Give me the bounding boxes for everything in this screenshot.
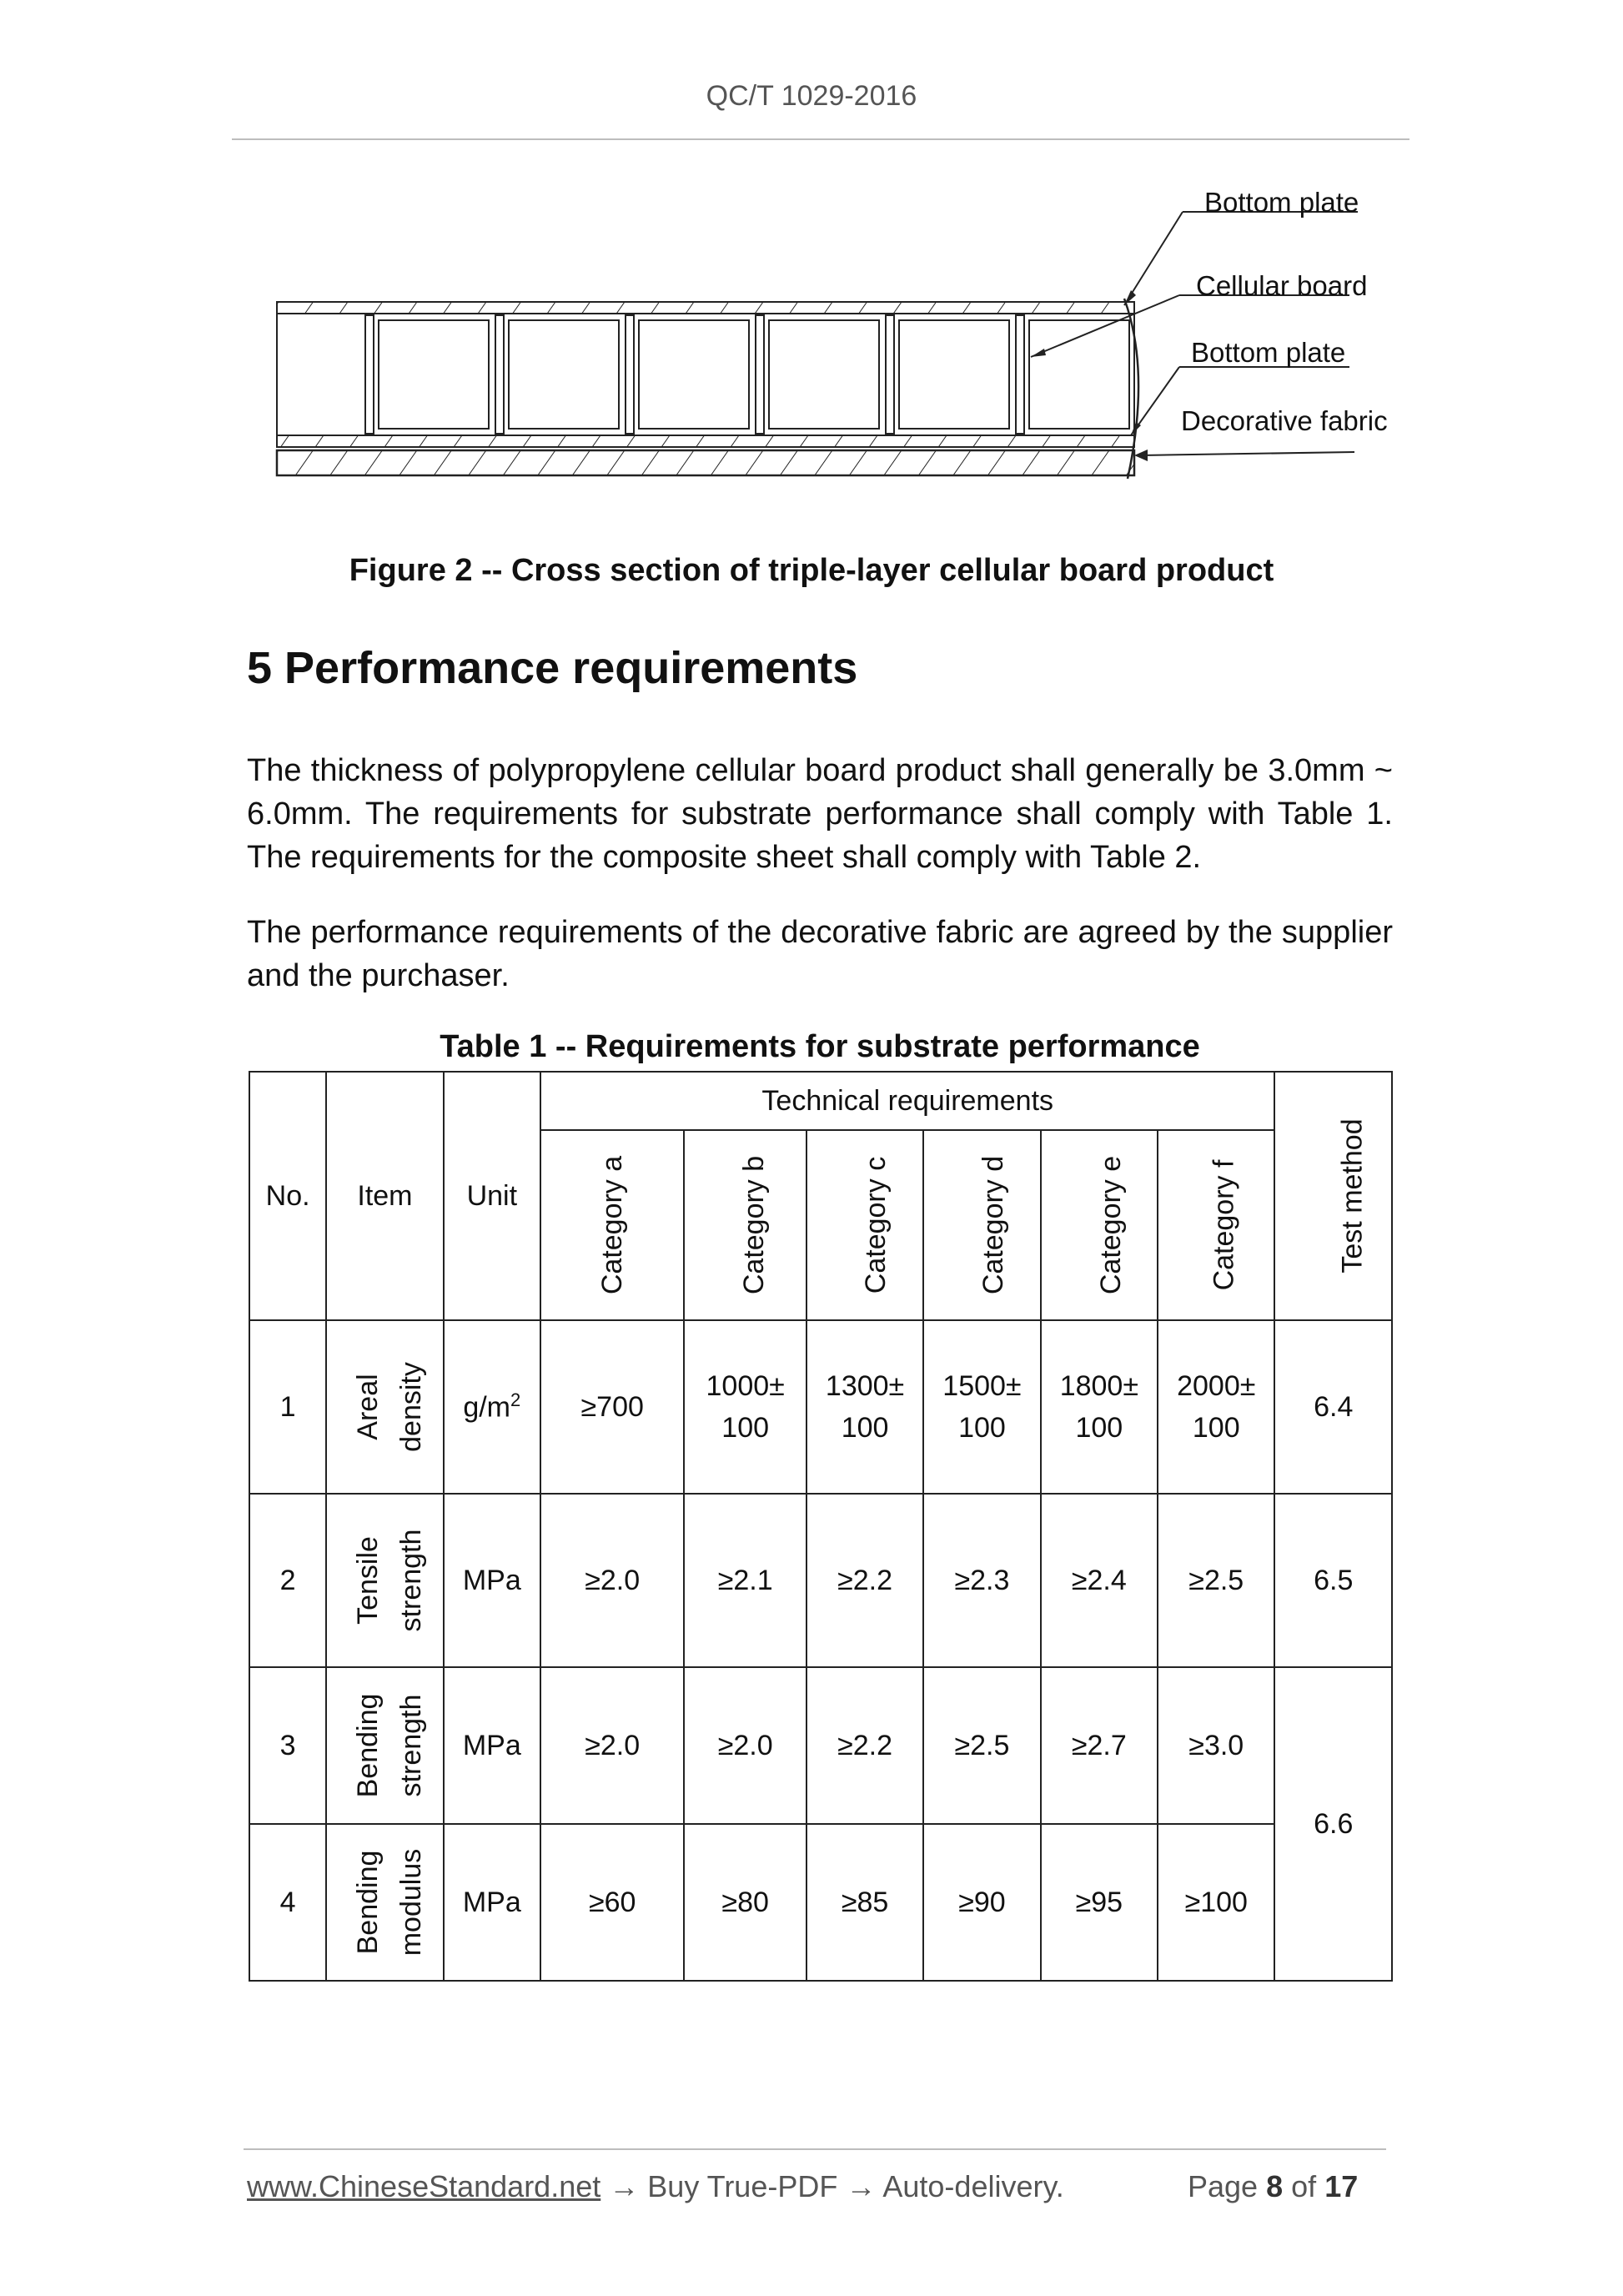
label-bottom-plate: Bottom plate (1191, 337, 1346, 368)
row-value: ≥85 (806, 1824, 923, 1981)
row-item: Bending modulus (352, 1848, 428, 1957)
row-test-method: 6.6 (1274, 1667, 1392, 1981)
footer-divider (244, 2148, 1386, 2150)
row-value-line1: 1800± (1059, 1370, 1138, 1402)
header-category-c-cell (806, 1130, 923, 1320)
row-unit-base: g/m (463, 1391, 511, 1424)
table-row (249, 1494, 1392, 1667)
header-category-f: Category f (1208, 1159, 1240, 1291)
arrow-right-icon: → (846, 2169, 877, 2203)
table-header-row-1 (249, 1072, 1392, 1130)
figure-caption: Figure 2 -- Cross section of triple-layer cellular board product (349, 553, 1274, 588)
row-value: ≥2.0 (540, 1494, 684, 1667)
header-technical-requirements: Technical requirements (540, 1072, 1275, 1130)
header-unit: Unit (444, 1072, 540, 1320)
row-value-line2: 100 (958, 1412, 1006, 1444)
row-value: ≥2.7 (1041, 1667, 1158, 1824)
row-no: 3 (249, 1667, 326, 1824)
row-value: ≥100 (1158, 1824, 1274, 1981)
page-indicator (1188, 2169, 1358, 2204)
site-link[interactable]: www.ChineseStandard.net (247, 2169, 601, 2203)
row-unit: MPa (444, 1667, 540, 1824)
table-row (249, 1824, 1392, 1981)
row-item-cell (326, 1824, 443, 1981)
header-category-d-cell (923, 1130, 1040, 1320)
row-value: ≥700 (540, 1320, 684, 1494)
paragraph-fabric: The performance requirements of the decorative fabric are agreed by the supplier and the purchaser. (247, 915, 1393, 993)
header-divider (232, 138, 1409, 140)
row-no: 1 (249, 1320, 326, 1494)
row-value: ≥2.5 (1158, 1494, 1274, 1667)
row-value: ≥60 (540, 1824, 684, 1981)
row-item: Bending strength (352, 1693, 428, 1798)
row-test-method: 6.4 (1274, 1320, 1392, 1494)
row-value: ≥2.0 (540, 1667, 684, 1824)
row-value-line2: 100 (721, 1412, 770, 1444)
paragraph-thickness: The thickness of polypropylene cellular board product shall generally be 3.0mm ~ 6.0mm. The requirements for substrate performance shall comply with Table 1. The requirements for the composite sheet shall comply with Table 2. (247, 753, 1393, 875)
row-value: ≥2.2 (806, 1494, 923, 1667)
honeycomb-cells (277, 314, 1134, 435)
footer-promo (247, 2169, 1064, 2204)
row-value-line2: 100 (841, 1412, 889, 1444)
auto-delivery-text: Auto-delivery. (882, 2169, 1064, 2203)
row-value (806, 1320, 923, 1494)
header-category-a-cell (540, 1130, 684, 1320)
row-value (684, 1320, 806, 1494)
header-category-e-cell (1041, 1130, 1158, 1320)
page-total: 17 (1324, 2169, 1359, 2203)
label-decorative-fabric: Decorative fabric (1181, 405, 1388, 436)
row-item: Areal density (352, 1362, 428, 1452)
row-item-cell (326, 1667, 443, 1824)
table-row (249, 1320, 1392, 1494)
row-value: ≥2.0 (684, 1667, 806, 1824)
row-no: 2 (249, 1494, 326, 1667)
document-code: QC/T 1029-2016 (706, 80, 917, 112)
row-test-method: 6.5 (1274, 1494, 1392, 1667)
header-category-e: Category e (1094, 1155, 1127, 1295)
row-value-line1: 1300± (825, 1370, 905, 1402)
row-value: ≥3.0 (1158, 1667, 1274, 1824)
row-value (1158, 1320, 1274, 1494)
row-unit (444, 1320, 540, 1494)
substrate-requirements-table (249, 1071, 1393, 1982)
header-no: No. (249, 1072, 326, 1320)
row-value: ≥95 (1041, 1824, 1158, 1981)
page-label: Page (1188, 2169, 1259, 2203)
header-category-b-cell (684, 1130, 806, 1320)
cross-section-figure (265, 172, 1409, 489)
header-category-d: Category d (977, 1155, 1010, 1295)
header-category-f-cell (1158, 1130, 1274, 1320)
header-item: Item (326, 1072, 443, 1320)
row-unit-superscript: 2 (510, 1389, 521, 1411)
row-value: ≥80 (684, 1824, 806, 1981)
header-category-b: Category b (738, 1155, 771, 1295)
table-caption: Table 1 -- Requirements for substrate performance (440, 1029, 1200, 1064)
row-unit: MPa (444, 1824, 540, 1981)
row-value: ≥2.1 (684, 1494, 806, 1667)
header-test-method: Test method (1337, 1118, 1369, 1274)
arrow-right-icon: → (609, 2169, 640, 2203)
header-test-method-cell (1274, 1072, 1392, 1320)
section-heading: 5 Performance requirements (247, 643, 858, 693)
bottom-skin-layer (277, 435, 1134, 447)
page-number: 8 (1266, 2169, 1284, 2203)
row-value-line2: 100 (1075, 1412, 1123, 1444)
top-skin-layer (277, 302, 1134, 314)
label-bottom-plate-top: Bottom plate (1204, 187, 1359, 218)
row-no: 4 (249, 1824, 326, 1981)
header-category-c: Category c (860, 1156, 892, 1294)
row-unit: MPa (444, 1494, 540, 1667)
row-value-line1: 1500± (942, 1370, 1022, 1402)
buy-pdf-text: Buy True-PDF (647, 2169, 838, 2203)
row-value: ≥2.5 (923, 1667, 1040, 1824)
row-value: ≥2.3 (923, 1494, 1040, 1667)
page-of-label: of (1291, 2169, 1317, 2203)
row-value: ≥90 (923, 1824, 1040, 1981)
table-row (249, 1667, 1392, 1824)
label-cellular-board: Cellular board (1196, 270, 1368, 301)
row-value: ≥2.4 (1041, 1494, 1158, 1667)
row-value-line1: 1000± (706, 1370, 785, 1402)
header-category-a: Category a (596, 1155, 629, 1295)
row-item-cell (326, 1320, 443, 1494)
row-value (923, 1320, 1040, 1494)
row-item: Tensile strength (352, 1529, 428, 1632)
row-value: ≥2.2 (806, 1667, 923, 1824)
cross-section-diagram (265, 172, 1409, 489)
row-item-cell (326, 1494, 443, 1667)
row-value (1041, 1320, 1158, 1494)
decorative-fabric-layer (277, 450, 1134, 475)
row-value-line2: 100 (1192, 1412, 1240, 1444)
row-value-line1: 2000± (1177, 1370, 1256, 1402)
